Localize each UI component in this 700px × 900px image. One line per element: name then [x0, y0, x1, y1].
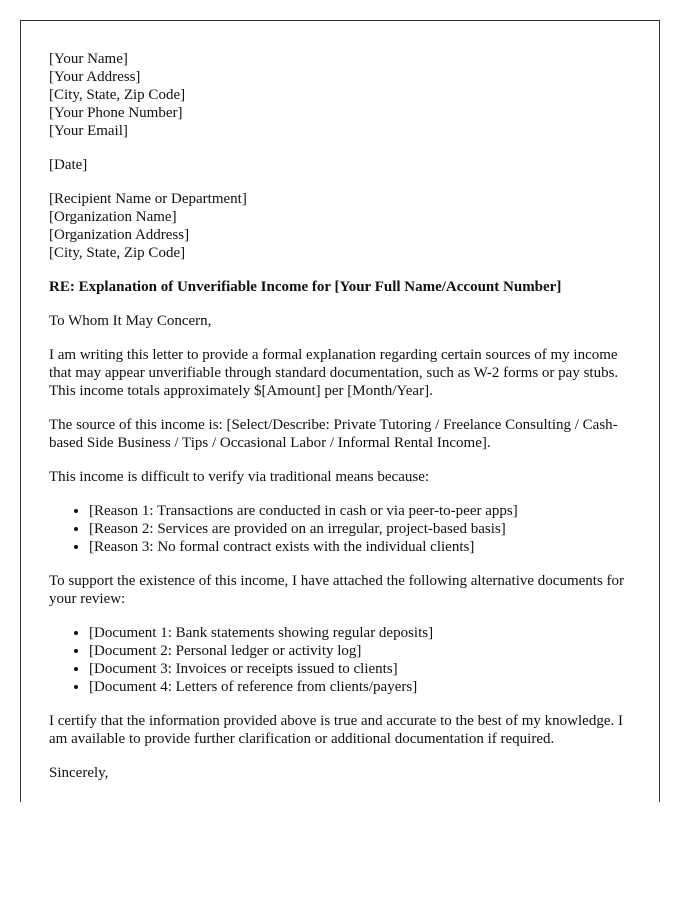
document-item: • [Document 2: Personal ledger or activity log] — [89, 642, 639, 660]
recipient-organization-name: [Organization Name] — [49, 209, 177, 225]
intro-paragraph: I am writing this letter to provide a formal explanation regarding certain sources of my income that may appear unverifiable through standard documentation, such as W-2 forms or pay stubs. This income totals approximately $[Amount] per [Month/Year]. — [49, 347, 619, 399]
reason-item: • [Reason 2: Services are provided on an irregular, project-based basis] — [89, 520, 639, 538]
sender-name: [Your Name] — [49, 51, 128, 67]
reason-item: • [Reason 1: Transactions are conducted in cash or via peer-to-peer apps] — [89, 502, 639, 520]
sender-email: [Your Email] — [49, 123, 128, 139]
documents-list — [49, 624, 639, 696]
difficulty-paragraph: This income is difficult to verify via traditional means because: — [49, 469, 430, 485]
reason-item: • [Reason 3: No formal contract exists with the individual clients] — [89, 538, 639, 556]
document-item: • [Document 3: Invoices or receipts issued to clients] — [89, 660, 639, 678]
letter-page — [20, 20, 660, 802]
sender-address: [Your Address] — [49, 69, 141, 85]
document-item: • [Document 1: Bank statements showing regular deposits] — [89, 624, 639, 642]
document-item: • [Document 4: Letters of reference from clients/payers] — [89, 678, 639, 696]
letter-content — [49, 50, 639, 798]
sender-phone: [Your Phone Number] — [49, 105, 183, 121]
letter-date: [Date] — [49, 157, 88, 173]
closing: Sincerely, — [49, 765, 109, 781]
support-paragraph: To support the existence of this income, I have attached the following alternative documents for your review: — [49, 573, 625, 607]
source-paragraph: The source of this income is: [Select/Describe: Private Tutoring / Freelance Consulting / Cash-based Side Business / Tips / Occasional Labor / Informal Rental Income]. — [49, 417, 618, 451]
subject-line: RE: Explanation of Unverifiable Income for [Your Full Name/Account Number] — [49, 279, 562, 295]
salutation: To Whom It May Concern, — [49, 313, 212, 329]
sender-city-state-zip: [City, State, Zip Code] — [49, 87, 186, 103]
reasons-list — [49, 502, 639, 556]
recipient-name: [Recipient Name or Department] — [49, 191, 247, 207]
recipient-organization-address: [Organization Address] — [49, 227, 190, 243]
recipient-city-state-zip: [City, State, Zip Code] — [49, 245, 186, 261]
recipient-block — [49, 190, 639, 262]
certify-paragraph: I certify that the information provided above is true and accurate to the best of my knowledge. I am available to provide further clarification or additional documentation if required. — [49, 713, 623, 747]
sender-block — [49, 50, 639, 140]
date-block — [49, 156, 639, 174]
